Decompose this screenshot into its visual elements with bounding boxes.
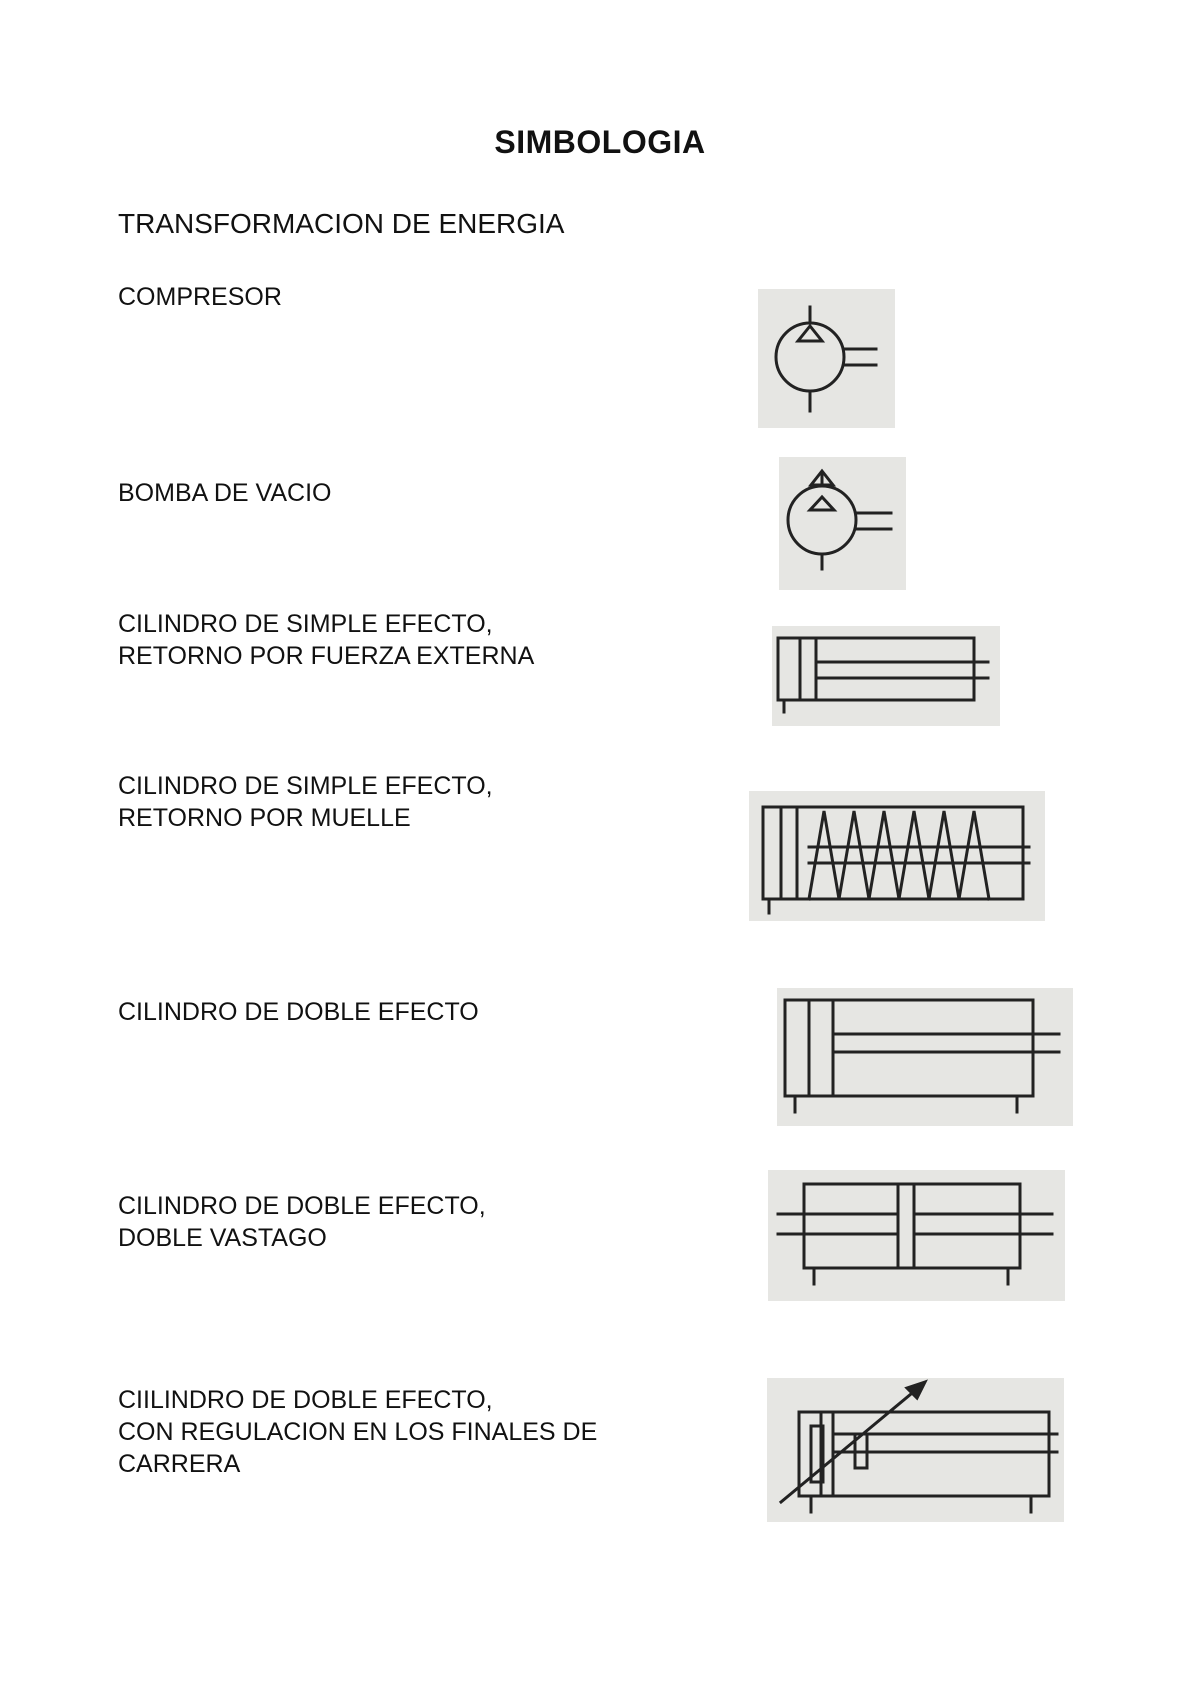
label-bomba-de-vacio: BOMBA DE VACIO — [118, 479, 332, 507]
label-cilindro-doble-efecto: CILINDRO DE DOBLE EFECTO — [118, 998, 479, 1026]
page-title: SIMBOLOGIA — [494, 124, 706, 160]
vacuum-pump-symbol-icon — [779, 457, 906, 590]
label-cilindro-doble-vastago: CILINDRO DE DOBLE EFECTO, DOBLE VASTAGO — [118, 1192, 486, 1252]
compressor-symbol-icon — [758, 289, 895, 428]
label-cilindro-simple-efecto-muelle: CILINDRO DE SIMPLE EFECTO, RETORNO POR MUELLE — [118, 772, 493, 832]
double-acting-double-rod-cylinder-icon — [768, 1170, 1065, 1301]
single-acting-cylinder-external-return-icon — [772, 626, 1000, 726]
single-acting-cylinder-spring-return-icon — [749, 791, 1045, 921]
label-cilindro-simple-efecto-fuerza-externa: CILINDRO DE SIMPLE EFECTO, RETORNO POR FUERZA EXTERNA — [118, 610, 535, 670]
label-cilindro-regulacion-finales-carrera: CIILINDRO DE DOBLE EFECTO, CON REGULACION EN LOS FINALES DE CARRERA — [118, 1386, 598, 1478]
double-acting-cylinder-adjustable-cushioning-icon — [767, 1378, 1064, 1522]
label-compresor: COMPRESOR — [118, 283, 282, 311]
section-heading: TRANSFORMACION DE ENERGIA — [118, 208, 565, 239]
double-acting-cylinder-icon — [777, 988, 1073, 1126]
